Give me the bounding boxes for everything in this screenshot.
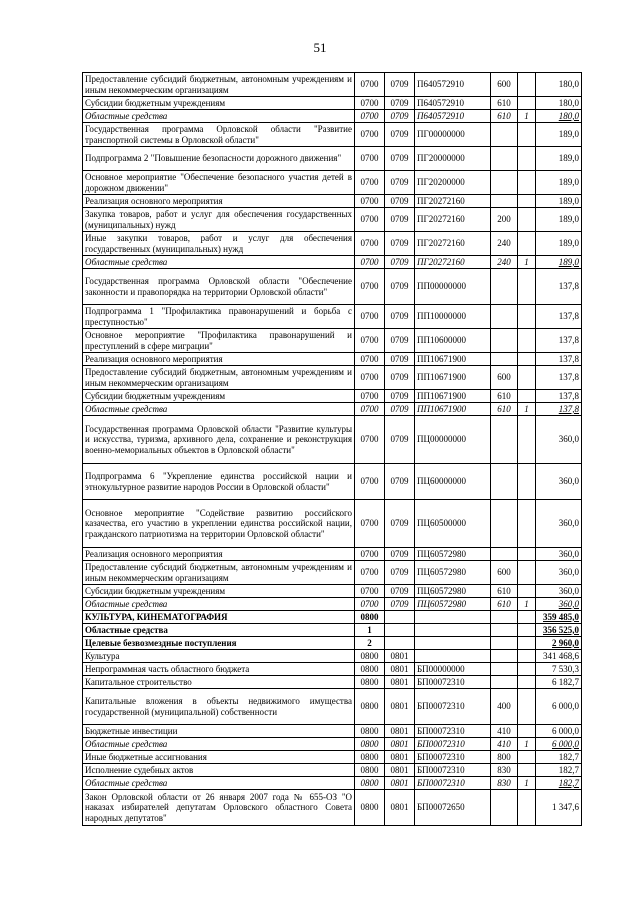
cell-section: 0700 (355, 500, 385, 548)
table-row (83, 751, 582, 764)
cell-subsection: 0709 (385, 73, 415, 97)
cell-subsection: 0801 (385, 650, 415, 663)
table-row (83, 208, 582, 232)
cell-section: 0700 (355, 269, 385, 305)
cell-amount: 360,0 (536, 464, 582, 500)
cell-source (518, 764, 536, 777)
table-row (83, 500, 582, 548)
cell-target-code: ПЦ60572980 (415, 585, 491, 598)
cell-subsection (385, 624, 415, 637)
cell-amount: 137,8 (536, 366, 582, 390)
cell-section: 0700 (355, 208, 385, 232)
cell-target-code: ПЦ60000000 (415, 464, 491, 500)
cell-target-code: П640572910 (415, 97, 491, 110)
cell-expense-type (491, 269, 518, 305)
cell-source (518, 232, 536, 256)
cell-target-code: БП00000000 (415, 663, 491, 676)
cell-section: 2 (355, 637, 385, 650)
cell-target-code: ПЦ60500000 (415, 500, 491, 548)
cell-section: 0700 (355, 329, 385, 353)
table-body (83, 73, 582, 826)
table-row (83, 123, 582, 147)
cell-section: 0700 (355, 97, 385, 110)
cell-name: Областные средства (83, 598, 355, 611)
cell-subsection: 0801 (385, 790, 415, 826)
cell-name: Непрограммная часть областного бюджета (83, 663, 355, 676)
cell-target-code: ПГ20272160 (415, 195, 491, 208)
cell-target-code: ПГ20272160 (415, 232, 491, 256)
cell-source (518, 269, 536, 305)
cell-expense-type (491, 790, 518, 826)
cell-section: 0800 (355, 689, 385, 725)
table-row (83, 256, 582, 269)
cell-name: Капитальные вложения в объекты недвижимого имущества государственной (муниципальной) собственности (83, 689, 355, 725)
table-row (83, 663, 582, 676)
cell-section: 0800 (355, 676, 385, 689)
cell-subsection: 0709 (385, 208, 415, 232)
cell-expense-type (491, 464, 518, 500)
cell-name: Государственная программа Орловской области "Развитие культуры и искусства, туризма, архивного дела, сохранение и реконструкция военно-мемориальных объектов в Орловской области" (83, 416, 355, 464)
cell-target-code (415, 611, 491, 624)
cell-section: 0700 (355, 171, 385, 195)
cell-target-code: П640572910 (415, 73, 491, 97)
table-row (83, 97, 582, 110)
cell-source (518, 676, 536, 689)
cell-expense-type: 610 (491, 585, 518, 598)
cell-amount: 137,8 (536, 390, 582, 403)
table-row (83, 390, 582, 403)
cell-amount: 189,0 (536, 171, 582, 195)
cell-source (518, 725, 536, 738)
cell-amount: 182,7 (536, 777, 582, 790)
cell-amount: 180,0 (536, 110, 582, 123)
table-row (83, 147, 582, 171)
cell-amount: 6 182,7 (536, 676, 582, 689)
cell-section: 0700 (355, 256, 385, 269)
cell-amount: 182,7 (536, 764, 582, 777)
cell-name: Целевые безвозмездные поступления (83, 637, 355, 650)
cell-source (518, 366, 536, 390)
cell-name: Подпрограмма 1 "Профилактика правонарушений и борьба с преступностью" (83, 305, 355, 329)
cell-amount: 1 347,6 (536, 790, 582, 826)
cell-subsection (385, 611, 415, 624)
table-row (83, 650, 582, 663)
cell-amount: 6 000,0 (536, 689, 582, 725)
cell-target-code: ПП00000000 (415, 269, 491, 305)
cell-subsection: 0709 (385, 366, 415, 390)
cell-target-code: БП00072310 (415, 725, 491, 738)
cell-expense-type (491, 123, 518, 147)
budget-table (82, 72, 582, 826)
cell-subsection: 0709 (385, 548, 415, 561)
cell-source: 1 (518, 738, 536, 751)
cell-section: 0700 (355, 403, 385, 416)
cell-target-code: ПП10671900 (415, 390, 491, 403)
cell-expense-type: 830 (491, 764, 518, 777)
cell-section: 0700 (355, 390, 385, 403)
cell-source (518, 353, 536, 366)
cell-target-code: ПП10671900 (415, 353, 491, 366)
cell-section: 0800 (355, 650, 385, 663)
cell-expense-type (491, 147, 518, 171)
cell-name: Закон Орловской области от 26 января 2007 года № 655-ОЗ "О наказах избирателей депутатам Орловского областного Совета народных депутатов" (83, 790, 355, 826)
cell-subsection: 0801 (385, 663, 415, 676)
cell-expense-type: 610 (491, 403, 518, 416)
cell-expense-type (491, 305, 518, 329)
table-row (83, 464, 582, 500)
cell-target-code (415, 637, 491, 650)
cell-target-code: ПГ20200000 (415, 171, 491, 195)
cell-name: Государственная программа Орловской области "Обеспечение законности и правопорядка на территории Орловской области" (83, 269, 355, 305)
cell-source (518, 624, 536, 637)
table-row (83, 561, 582, 585)
cell-name: Субсидии бюджетным учреждениям (83, 97, 355, 110)
cell-source (518, 561, 536, 585)
cell-target-code: ПГ20000000 (415, 147, 491, 171)
cell-section: 0700 (355, 561, 385, 585)
cell-name: Иные закупки товаров, работ и услуг для обеспечения государственных (муниципальных) нужд (83, 232, 355, 256)
cell-subsection: 0801 (385, 689, 415, 725)
cell-target-code: БП00072310 (415, 764, 491, 777)
cell-expense-type (491, 500, 518, 548)
cell-source (518, 390, 536, 403)
cell-name: Основное мероприятие "Содействие развитию российского казачества, его участию в укреплении единства российской нации, гражданского патриотизма на территории Орловской области" (83, 500, 355, 548)
cell-amount: 137,8 (536, 329, 582, 353)
cell-source (518, 208, 536, 232)
cell-source (518, 500, 536, 548)
cell-subsection: 0801 (385, 764, 415, 777)
cell-subsection: 0709 (385, 110, 415, 123)
cell-target-code: БП00072310 (415, 777, 491, 790)
cell-section: 0700 (355, 366, 385, 390)
cell-subsection: 0709 (385, 256, 415, 269)
table-row (83, 305, 582, 329)
cell-section: 0700 (355, 598, 385, 611)
table-row (83, 637, 582, 650)
cell-name: Исполнение судебных актов (83, 764, 355, 777)
cell-subsection: 0801 (385, 738, 415, 751)
cell-source (518, 464, 536, 500)
cell-amount: 6 000,0 (536, 725, 582, 738)
cell-name: Государственная программа Орловской области "Развитие транспортной системы в Орловской области" (83, 123, 355, 147)
cell-expense-type (491, 329, 518, 353)
cell-section: 0800 (355, 790, 385, 826)
table-row (83, 366, 582, 390)
cell-name: Субсидии бюджетным учреждениям (83, 390, 355, 403)
table-row (83, 611, 582, 624)
cell-source: 1 (518, 403, 536, 416)
table-row (83, 195, 582, 208)
cell-name: Областные средства (83, 777, 355, 790)
table-row (83, 232, 582, 256)
table-row (83, 676, 582, 689)
cell-expense-type (491, 637, 518, 650)
cell-name: Предоставление субсидий бюджетным, автономным учреждениям и иным некоммерческим организациям (83, 73, 355, 97)
cell-section: 0700 (355, 232, 385, 256)
cell-expense-type: 610 (491, 598, 518, 611)
cell-subsection: 0709 (385, 561, 415, 585)
table-row (83, 353, 582, 366)
cell-source (518, 663, 536, 676)
cell-amount: 137,8 (536, 403, 582, 416)
table-row (83, 73, 582, 97)
cell-expense-type: 240 (491, 256, 518, 269)
table-row (83, 598, 582, 611)
cell-section: 0800 (355, 777, 385, 790)
cell-name: Реализация основного мероприятия (83, 353, 355, 366)
cell-amount: 6 000,0 (536, 738, 582, 751)
cell-name: Реализация основного мероприятия (83, 195, 355, 208)
cell-name: Предоставление субсидий бюджетным, автономным учреждениям и иным некоммерческим организациям (83, 366, 355, 390)
cell-section: 0700 (355, 548, 385, 561)
cell-name: Подпрограмма 2 "Повышение безопасности дорожного движения" (83, 147, 355, 171)
cell-source (518, 195, 536, 208)
cell-source: 1 (518, 598, 536, 611)
cell-section: 0700 (355, 195, 385, 208)
cell-subsection: 0709 (385, 353, 415, 366)
table-row (83, 738, 582, 751)
cell-amount: 182,7 (536, 751, 582, 764)
cell-section: 0800 (355, 751, 385, 764)
cell-source (518, 689, 536, 725)
cell-expense-type (491, 195, 518, 208)
cell-source (518, 611, 536, 624)
cell-subsection: 0709 (385, 585, 415, 598)
cell-section: 0800 (355, 725, 385, 738)
cell-subsection: 0709 (385, 195, 415, 208)
cell-target-code (415, 624, 491, 637)
cell-subsection: 0709 (385, 123, 415, 147)
cell-source (518, 790, 536, 826)
cell-target-code: П640572910 (415, 110, 491, 123)
cell-section: 1 (355, 624, 385, 637)
cell-source (518, 97, 536, 110)
table-row (83, 110, 582, 123)
cell-amount: 360,0 (536, 416, 582, 464)
cell-expense-type (491, 676, 518, 689)
table-row (83, 777, 582, 790)
cell-section: 0700 (355, 123, 385, 147)
cell-expense-type: 800 (491, 751, 518, 764)
cell-section: 0700 (355, 464, 385, 500)
cell-expense-type (491, 663, 518, 676)
cell-target-code: ПП10671900 (415, 366, 491, 390)
cell-subsection: 0709 (385, 416, 415, 464)
cell-name: Капитальное строительство (83, 676, 355, 689)
cell-source (518, 650, 536, 663)
cell-subsection: 0709 (385, 464, 415, 500)
cell-amount: 189,0 (536, 232, 582, 256)
cell-target-code: ПЦ00000000 (415, 416, 491, 464)
cell-amount: 189,0 (536, 195, 582, 208)
cell-section: 0800 (355, 738, 385, 751)
cell-name: Бюджетные инвестиции (83, 725, 355, 738)
cell-target-code: ПП10671900 (415, 403, 491, 416)
cell-amount: 189,0 (536, 123, 582, 147)
cell-section: 0700 (355, 73, 385, 97)
cell-amount: 360,0 (536, 585, 582, 598)
cell-name: Культура (83, 650, 355, 663)
cell-expense-type (491, 353, 518, 366)
cell-amount: 137,8 (536, 305, 582, 329)
cell-source: 1 (518, 256, 536, 269)
cell-amount: 137,8 (536, 353, 582, 366)
cell-section: 0700 (355, 110, 385, 123)
cell-section: 0800 (355, 764, 385, 777)
cell-amount: 359 485,0 (536, 611, 582, 624)
cell-amount: 356 525,0 (536, 624, 582, 637)
cell-source: 1 (518, 777, 536, 790)
table-row (83, 790, 582, 826)
cell-target-code: БП00072310 (415, 751, 491, 764)
cell-amount: 189,0 (536, 256, 582, 269)
cell-source (518, 123, 536, 147)
cell-name: Областные средства (83, 624, 355, 637)
table-row (83, 689, 582, 725)
cell-expense-type (491, 171, 518, 195)
cell-name: Областные средства (83, 110, 355, 123)
cell-subsection: 0709 (385, 390, 415, 403)
cell-name: КУЛЬТУРА, КИНЕМАТОГРАФИЯ (83, 611, 355, 624)
cell-name: Подпрограмма 6 "Укрепление единства российской нации и этнокультурное развитие народов России в Орловской области" (83, 464, 355, 500)
cell-target-code: БП00072310 (415, 738, 491, 751)
cell-subsection: 0709 (385, 329, 415, 353)
cell-section: 0700 (355, 416, 385, 464)
cell-amount: 2 960,0 (536, 637, 582, 650)
cell-subsection: 0801 (385, 777, 415, 790)
cell-section: 0700 (355, 147, 385, 171)
cell-subsection: 0709 (385, 97, 415, 110)
cell-expense-type: 410 (491, 738, 518, 751)
cell-target-code: ПЦ60572980 (415, 598, 491, 611)
table-row (83, 624, 582, 637)
cell-expense-type (491, 611, 518, 624)
cell-name: Областные средства (83, 403, 355, 416)
cell-name: Основное мероприятие "Обеспечение безопасного участия детей в дорожном движении" (83, 171, 355, 195)
cell-subsection: 0709 (385, 232, 415, 256)
cell-target-code: ПП10600000 (415, 329, 491, 353)
cell-expense-type: 600 (491, 73, 518, 97)
cell-expense-type: 600 (491, 561, 518, 585)
cell-subsection: 0709 (385, 171, 415, 195)
cell-source (518, 305, 536, 329)
cell-subsection: 0709 (385, 269, 415, 305)
table-row (83, 548, 582, 561)
cell-subsection: 0709 (385, 598, 415, 611)
cell-name: Иные бюджетные ассигнования (83, 751, 355, 764)
cell-target-code (415, 650, 491, 663)
cell-source: 1 (518, 110, 536, 123)
page-number: 51 (313, 40, 327, 55)
cell-amount: 137,8 (536, 269, 582, 305)
cell-target-code: ПЦ60572980 (415, 561, 491, 585)
cell-name: Закупка товаров, работ и услуг для обеспечения государственных (муниципальных) нужд (83, 208, 355, 232)
cell-name: Основное мероприятие "Профилактика правонарушений и преступлений в сфере миграции" (83, 329, 355, 353)
cell-subsection: 0709 (385, 147, 415, 171)
cell-amount: 180,0 (536, 73, 582, 97)
cell-expense-type: 830 (491, 777, 518, 790)
cell-name: Областные средства (83, 738, 355, 751)
cell-subsection: 0709 (385, 305, 415, 329)
cell-source (518, 751, 536, 764)
cell-expense-type (491, 548, 518, 561)
cell-amount: 341 468,6 (536, 650, 582, 663)
cell-expense-type (491, 650, 518, 663)
table-row (83, 764, 582, 777)
table-row (83, 269, 582, 305)
cell-target-code: БП00072650 (415, 790, 491, 826)
cell-expense-type: 610 (491, 97, 518, 110)
cell-subsection (385, 637, 415, 650)
table-row (83, 329, 582, 353)
cell-name: Предоставление субсидий бюджетным, автономным учреждениям и иным некоммерческим организациям (83, 561, 355, 585)
cell-target-code: БП00072310 (415, 676, 491, 689)
cell-subsection: 0709 (385, 500, 415, 548)
cell-name: Областные средства (83, 256, 355, 269)
cell-expense-type (491, 624, 518, 637)
table-row (83, 585, 582, 598)
cell-source (518, 548, 536, 561)
cell-section: 0700 (355, 305, 385, 329)
cell-section: 0700 (355, 585, 385, 598)
cell-source (518, 147, 536, 171)
cell-subsection: 0801 (385, 676, 415, 689)
cell-amount: 7 530,3 (536, 663, 582, 676)
table-row (83, 403, 582, 416)
cell-target-code: ПГ20272160 (415, 256, 491, 269)
cell-section: 0700 (355, 353, 385, 366)
cell-source (518, 416, 536, 464)
cell-expense-type (491, 416, 518, 464)
cell-target-code: ПП10000000 (415, 305, 491, 329)
cell-amount: 360,0 (536, 561, 582, 585)
cell-section: 0800 (355, 611, 385, 624)
cell-name: Субсидии бюджетным учреждениям (83, 585, 355, 598)
cell-source (518, 637, 536, 650)
cell-target-code: ПГ00000000 (415, 123, 491, 147)
cell-target-code: ПЦ60572980 (415, 548, 491, 561)
cell-name: Реализация основного мероприятия (83, 548, 355, 561)
cell-source (518, 171, 536, 195)
cell-expense-type: 610 (491, 110, 518, 123)
cell-expense-type: 410 (491, 725, 518, 738)
cell-expense-type: 600 (491, 366, 518, 390)
cell-section: 0800 (355, 663, 385, 676)
cell-target-code: ПГ20272160 (415, 208, 491, 232)
cell-subsection: 0801 (385, 725, 415, 738)
cell-subsection: 0709 (385, 403, 415, 416)
cell-source (518, 329, 536, 353)
table-row (83, 171, 582, 195)
cell-amount: 189,0 (536, 147, 582, 171)
cell-expense-type: 610 (491, 390, 518, 403)
cell-target-code: БП00072310 (415, 689, 491, 725)
table-row (83, 416, 582, 464)
cell-amount: 360,0 (536, 598, 582, 611)
cell-subsection: 0801 (385, 751, 415, 764)
cell-expense-type: 240 (491, 232, 518, 256)
cell-expense-type: 400 (491, 689, 518, 725)
table-row (83, 725, 582, 738)
cell-expense-type: 200 (491, 208, 518, 232)
cell-source (518, 73, 536, 97)
cell-amount: 180,0 (536, 97, 582, 110)
cell-source (518, 585, 536, 598)
cell-amount: 360,0 (536, 500, 582, 548)
cell-amount: 360,0 (536, 548, 582, 561)
cell-amount: 189,0 (536, 208, 582, 232)
